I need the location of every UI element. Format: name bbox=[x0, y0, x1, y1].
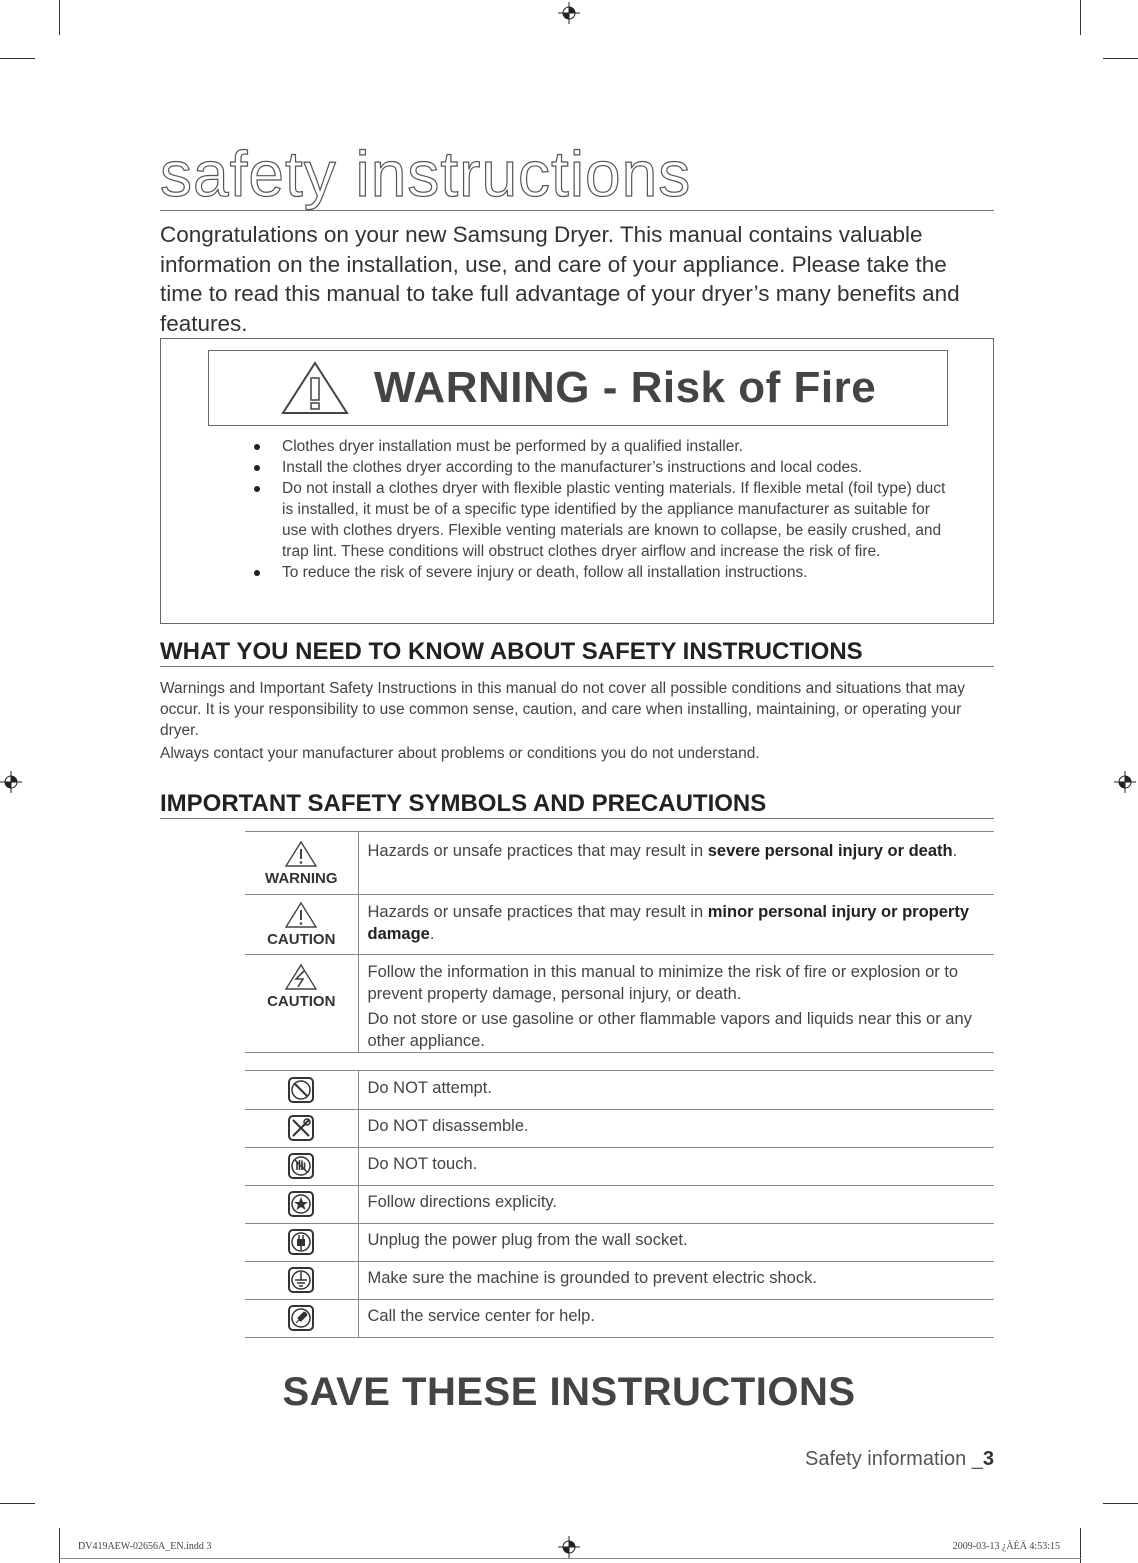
pictogram-description: Unplug the power plug from the wall socket. bbox=[358, 1224, 994, 1262]
section-know-paragraph-1: Warnings and Important Safety Instructions in this manual do not cover all possible conditions and situations that may occur. It is your responsibility to use common sense, caution, and care when installing, maintaining, or operating your dryer. bbox=[160, 680, 965, 739]
table-row bbox=[245, 1071, 994, 1110]
table-row bbox=[245, 1224, 994, 1262]
description-text: . bbox=[952, 842, 958, 860]
list-item: Clothes dryer installation must be performed by a qualified installer. bbox=[248, 436, 948, 457]
symbol-cell bbox=[245, 955, 358, 1053]
crop-mark bbox=[1080, 0, 1081, 35]
table-row bbox=[245, 1148, 994, 1186]
symbol-label: WARNING bbox=[265, 870, 338, 887]
warning-triangle-icon bbox=[280, 360, 350, 416]
list-item: Do not install a clothes dryer with flexible plastic venting materials. If flexible metal (foil type) duct is installed, it must be of a specific type identified by the appliance manufacturer as suitable for use with clothes dryers. Flexible venting materials are known to collapse, be easily crushed, and trap lint. These conditions will obstruct clothes dryer airflow and increase the risk of fire. bbox=[248, 478, 948, 562]
symbol-description bbox=[358, 895, 994, 955]
no-disassemble-icon bbox=[287, 1114, 315, 1142]
pictogram-description: Do NOT disassemble. bbox=[358, 1110, 994, 1148]
fire-warning-heading: WARNING - Risk of Fire bbox=[373, 363, 877, 412]
pictogram-description: Call the service center for help. bbox=[358, 1300, 994, 1338]
table-row bbox=[245, 832, 994, 895]
crop-mark bbox=[1103, 58, 1138, 59]
pictogram-description: Do NOT attempt. bbox=[358, 1071, 994, 1110]
fire-warning-list bbox=[248, 436, 948, 583]
symbol-cell bbox=[245, 895, 358, 955]
slug-filename: DV419AEW-02656A_EN.indd 3 bbox=[78, 1541, 212, 1552]
fire-caution-triangle-icon bbox=[284, 963, 318, 991]
table-row bbox=[245, 955, 994, 1053]
registration-mark-icon bbox=[558, 2, 580, 24]
table-row bbox=[245, 1262, 994, 1300]
section-know-paragraph-2: Always contact your manufacturer about problems or conditions you do not understand. bbox=[160, 745, 760, 762]
save-instructions-heading: SAVE THESE INSTRUCTIONS bbox=[282, 1370, 856, 1414]
description-text: Hazards or unsafe practices that may result in bbox=[367, 842, 708, 860]
registration-mark-icon bbox=[0, 771, 22, 793]
list-item: To reduce the risk of severe injury or death, follow all installation instructions. bbox=[248, 562, 948, 583]
registration-mark-icon bbox=[1114, 771, 1136, 793]
pictogram-description: Make sure the machine is grounded to prevent electric shock. bbox=[358, 1262, 994, 1300]
follow-directions-icon bbox=[287, 1190, 315, 1218]
registration-mark-icon bbox=[558, 1536, 580, 1558]
table-row bbox=[245, 1186, 994, 1224]
crop-mark bbox=[1103, 1503, 1138, 1504]
intro-paragraph: Congratulations on your new Samsung Dryer. This manual contains valuable information on the installation, use, and care of your appliance. Please take the time to read this manual to take full advantage of your dryer’s many benefits and features. bbox=[160, 222, 960, 336]
fire-warning-banner bbox=[208, 350, 948, 426]
pictogram-description: Follow directions explicity. bbox=[358, 1186, 994, 1224]
description-bold: severe personal injury or death bbox=[707, 842, 953, 860]
symbol-cell bbox=[245, 1300, 358, 1338]
section-heading-know: WHAT YOU NEED TO KNOW ABOUT SAFETY INSTRUCTIONS bbox=[160, 638, 994, 667]
caution-triangle-icon bbox=[284, 901, 318, 929]
description-text: Hazards or unsafe practices that may result in bbox=[367, 903, 708, 921]
description-text: Do not store or use gasoline or other flammable vapors and liquids near this or any other appliance. bbox=[367, 1010, 972, 1050]
section-heading-symbols: IMPORTANT SAFETY SYMBOLS AND PRECAUTIONS bbox=[160, 790, 994, 819]
slug-rule bbox=[59, 1558, 1081, 1559]
warning-triangle-icon bbox=[284, 840, 318, 868]
slug-timestamp: 2009-03-13 ¿ÀÈÄ 4:53:15 bbox=[952, 1541, 1060, 1552]
crop-mark bbox=[0, 1503, 35, 1504]
safety-symbols-table bbox=[245, 831, 994, 1053]
pictogram-table bbox=[245, 1070, 994, 1338]
crop-mark bbox=[0, 58, 35, 59]
symbol-cell bbox=[245, 1224, 358, 1262]
description-text: . bbox=[429, 925, 435, 943]
page-title: safety instructions bbox=[160, 138, 994, 211]
symbol-label: CAUTION bbox=[267, 993, 336, 1010]
ground-icon bbox=[287, 1266, 315, 1294]
symbol-label: CAUTION bbox=[267, 931, 336, 948]
symbol-description bbox=[358, 955, 994, 1053]
description-bold: minor personal injury or property damage bbox=[367, 903, 970, 943]
symbol-description bbox=[358, 832, 994, 895]
prohibited-icon bbox=[287, 1076, 315, 1104]
page-number: 3 bbox=[982, 1448, 994, 1470]
symbol-cell bbox=[245, 1110, 358, 1148]
footer-section-label: Safety information _ bbox=[805, 1448, 983, 1470]
symbol-cell bbox=[245, 832, 358, 895]
crop-mark bbox=[59, 0, 60, 35]
no-touch-icon bbox=[287, 1152, 315, 1180]
list-item: Install the clothes dryer according to the manufacturer’s instructions and local codes. bbox=[248, 457, 948, 478]
symbol-cell bbox=[245, 1262, 358, 1300]
service-call-icon bbox=[287, 1304, 315, 1332]
unplug-icon bbox=[287, 1228, 315, 1256]
description-text: Follow the information in this manual to minimize the risk of fire or explosion or to prevent property damage, personal injury, or death. bbox=[367, 963, 959, 1003]
symbol-cell bbox=[245, 1186, 358, 1224]
page-footer bbox=[805, 1448, 994, 1471]
table-row bbox=[245, 1110, 994, 1148]
table-row bbox=[245, 1300, 994, 1338]
table-row bbox=[245, 895, 994, 955]
pictogram-description: Do NOT touch. bbox=[358, 1148, 994, 1186]
symbol-cell bbox=[245, 1148, 358, 1186]
symbol-cell bbox=[245, 1071, 358, 1110]
